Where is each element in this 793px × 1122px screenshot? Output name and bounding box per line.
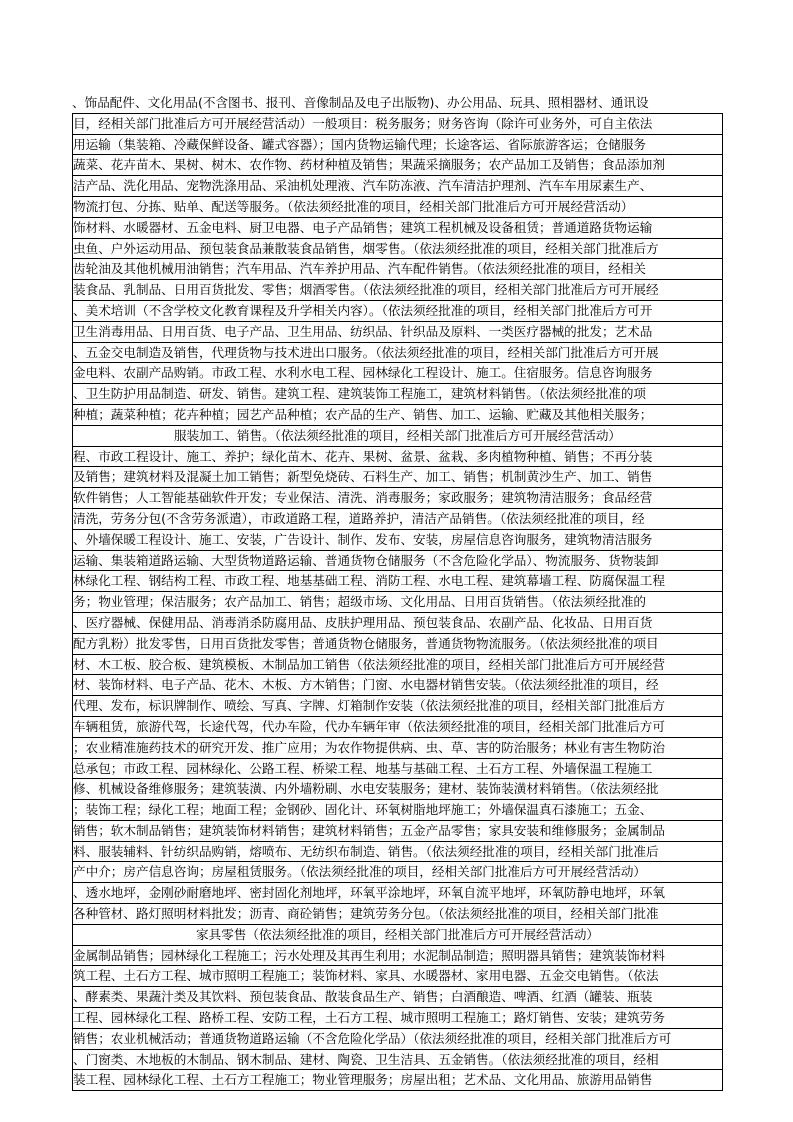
table-row: 装食品、乳制品、日用百货批发、零售；烟酒零售。（依法须经批准的项目，经相关部门批准后方可开展经 — [72, 280, 723, 301]
table-row: 筑工程、土石方工程、城市照明工程施工；装饰材料、家具、水暖器材、家用电器、五金交电销售。（依法 — [72, 966, 723, 987]
table-row: 蔬菜、花卉苗木、果树、树木、农作物、药材种植及销售；果蔬采摘服务；农产品加工及销售；食品添加剂 — [72, 155, 723, 176]
table-row: 饰材料、水暖器材、五金电料、厨卫电器、电子产品销售；建筑工程机械及设备租赁；普通道路货物运输 — [72, 218, 723, 239]
table-row: 、饰品配件、文化用品(不含图书、报刊、音像制品及电子出版物)、办公用品、玩具、照相器材、通讯设 — [72, 93, 723, 114]
table-row: 、透水地坪，金刚砂耐磨地坪、密封固化剂地坪，环氧平涂地坪，环氧自流平地坪，环氧防静电地坪，环氧 — [72, 883, 723, 904]
table-row: 、医疗器械、保健用品、消毒消杀防腐用品、皮肤护理用品、预包装食品、农副产品、化妆品、日用百货 — [72, 613, 723, 634]
table-row: 车辆租赁，旅游代驾，长途代驾，代办车险，代办车辆年审（依法须经批准的项目，经相关部门批准后方可 — [72, 717, 723, 738]
table-row: 、卫生防护用品制造、研发、销售。建筑工程、建筑装饰工程施工，建筑材料销售。（依法须经批准的项 — [72, 384, 723, 405]
table-row: 总承包；市政工程、园林绿化、公路工程、桥梁工程、地基与基础工程、土石方工程、外墙保温工程施工 — [72, 759, 723, 780]
table-row: 产中介；房产信息咨询；房屋租赁服务。（依法须经批准的项目，经相关部门批准后方可开展经营活动） — [72, 862, 723, 883]
table-row: 运输、集装箱道路运输、大型货物道路运输、普通货物仓储服务（不含危险化学品）、物流服务、货物装卸 — [72, 551, 723, 572]
table-row: 林绿化工程、钢结构工程、市政工程、地基基础工程、消防工程、水电工程、建筑幕墙工程、防腐保温工程 — [72, 571, 723, 592]
table-row: 销售；软木制品销售；建筑装饰材料销售；建筑材料销售；五金产品零售；家具安装和维修服务；金属制品 — [72, 821, 723, 842]
table-row: 料、服装辅料、针纺织品购销，熔喷布、无纺织布制造、销售。（依法须经批准的项目，经相关部门批准后 — [72, 842, 723, 863]
business-scope-table — [72, 93, 723, 1091]
table-row: 各种管材、路灯照明材料批发；沥青、商砼销售；建筑劳务分包。（依法须经批准的项目，经相关部门批准 — [72, 904, 723, 925]
table-row: 装工程、园林绿化工程、土石方工程施工；物业管理服务；房屋出租；艺术品、文化用品、旅游用品销售 — [72, 1070, 723, 1091]
table-row: 材、装饰材料、电子产品、花木、木板、方木销售；门窗、水电器材销售安装。（依法须经批准的项目，经 — [72, 675, 723, 696]
table-row: 物流打包、分拣、贴单、配送等服务。（依法须经批准的项目，经相关部门批准后方可开展经营活动） — [72, 197, 723, 218]
table-row: 配方乳粉）批发零售，日用百货批发零售；普通货物仓储服务，普通货物物流服务。（依法须经批准的项目 — [72, 634, 723, 655]
table-row: 虫鱼、户外运动用品、预包装食品兼散装食品销售，烟零售。（依法须经批准的项目，经相关部门批准后方 — [72, 239, 723, 260]
table-row: 及销售；建筑材料及混凝土加工销售；新型免烧砖、石料生产、加工、销售；机制黄沙生产、加工、销售 — [72, 467, 723, 488]
table-row: 材、木工板、胶合板、建筑模板、木制品加工销售（依法须经批准的项目，经相关部门批准后方可开展经营 — [72, 655, 723, 676]
table-row: 种植；蔬菜种植；花卉种植；园艺产品种植；农产品的生产、销售、加工、运输、贮藏及其他相关服务； — [72, 405, 723, 426]
table-row: 金属制品销售；园林绿化工程施工；污水处理及其再生利用；水泥制品制造；照明器具销售；建筑装饰材料 — [72, 946, 723, 967]
table-row: 用运输（集装箱、冷藏保鲜设备、罐式容器）；国内货物运输代理；长途客运、省际旅游客运；仓储服务 — [72, 135, 723, 156]
table-row: 程、市政工程设计、施工、养护；绿化苗木、花卉、果树、盆景、盆栽、多肉植物种植、销售；不再分装 — [72, 447, 723, 468]
table-row: ；装饰工程；绿化工程；地面工程；金钢砂、固化计、环氧树脂地坪施工；外墙保温真石漆施工；五金、 — [72, 800, 723, 821]
table-row: 清洗，劳务分包(不含劳务派遣），市政道路工程，道路养护，清洁产品销售。（依法须经批准的项目，经 — [72, 509, 723, 530]
table-row: 、美术培训（不含学校文化教育课程及升学相关内容）。（依法须经批准的项目，经相关部门批准后方可开 — [72, 301, 723, 322]
table-row: 服装加工、销售。（依法须经批准的项目，经相关部门批准后方可开展经营活动） — [72, 426, 723, 447]
table-row: 目，经相关部门批准后方可开展经营活动）一般项目：税务服务；财务咨询（除许可业务外，可自主依法 — [72, 114, 723, 135]
table-row: 、门窗类、木地板的木制品、钢木制品、建材、陶瓷、卫生洁具、五金销售。（依法须经批准的项目，经相 — [72, 1050, 723, 1071]
table-row: 金电料、农副产品购销。市政工程、水利水电工程、园林绿化工程设计、施工。住宿服务。信息咨询服务 — [72, 363, 723, 384]
table-row: 工程、园林绿化工程、路桥工程、安防工程，土石方工程、城市照明工程施工；路灯销售、安装；建筑劳务 — [72, 1008, 723, 1029]
table-row: 销售；农业机械活动；普通货物道路运输（不含危险化学品）（依法须经批准的项目，经相关部门批准后方可 — [72, 1029, 723, 1050]
table-row: 务；物业管理；保洁服务；农产品加工、销售；超级市场、文化用品、日用百货销售。（依法须经批准的 — [72, 592, 723, 613]
table-row: 齿轮油及其他机械用油销售；汽车用品、汽车养护用品、汽车配件销售。（依法须经批准的项目，经相关 — [72, 259, 723, 280]
table-row: 、外墙保暖工程设计、施工、安装，广告设计、制作、发布、安装，房屋信息咨询服务，建筑物清洁服务 — [72, 530, 723, 551]
table-row: 软件销售；人工智能基础软件开发；专业保洁、清洗、消毒服务；家政服务；建筑物清洁服务；食品经营 — [72, 488, 723, 509]
table-row: 修、机械设备维修服务；建筑装潢、内外墙粉刷、水电安装服务；建材、装饰装潢材料销售。（依法须经批 — [72, 779, 723, 800]
table-row: 洁产品、洗化用品、宠物洗涤用品、采油机处理液、汽车防冻液、汽车清洁护理剂、汽车车用尿素生产、 — [72, 176, 723, 197]
table-row: 卫生消毒用品、日用百货、电子产品、卫生用品、纺织品、针织品及原料、一类医疗器械的批发；艺术品 — [72, 322, 723, 343]
table-row: 代理、发布，标识牌制作、喷绘、写真、字牌、灯箱制作安装（依法须经批准的项目，经相关部门批准后方 — [72, 696, 723, 717]
table-row: ；农业精准施药技术的研究开发、推广应用；为农作物提供病、虫、草、害的防治服务；林业有害生物防治 — [72, 738, 723, 759]
table-row: 、五金交电制造及销售，代理货物与技术进出口服务。（依法须经批准的项目，经相关部门批准后方可开展 — [72, 343, 723, 364]
table-row: 家具零售（依法须经批准的项目，经相关部门批准后方可开展经营活动） — [72, 925, 723, 946]
table-row: 、酵素类、果蔬汁类及其饮料、预包装食品、散装食品生产、销售；白酒酿造、啤酒、红酒（罐装、瓶装 — [72, 987, 723, 1008]
